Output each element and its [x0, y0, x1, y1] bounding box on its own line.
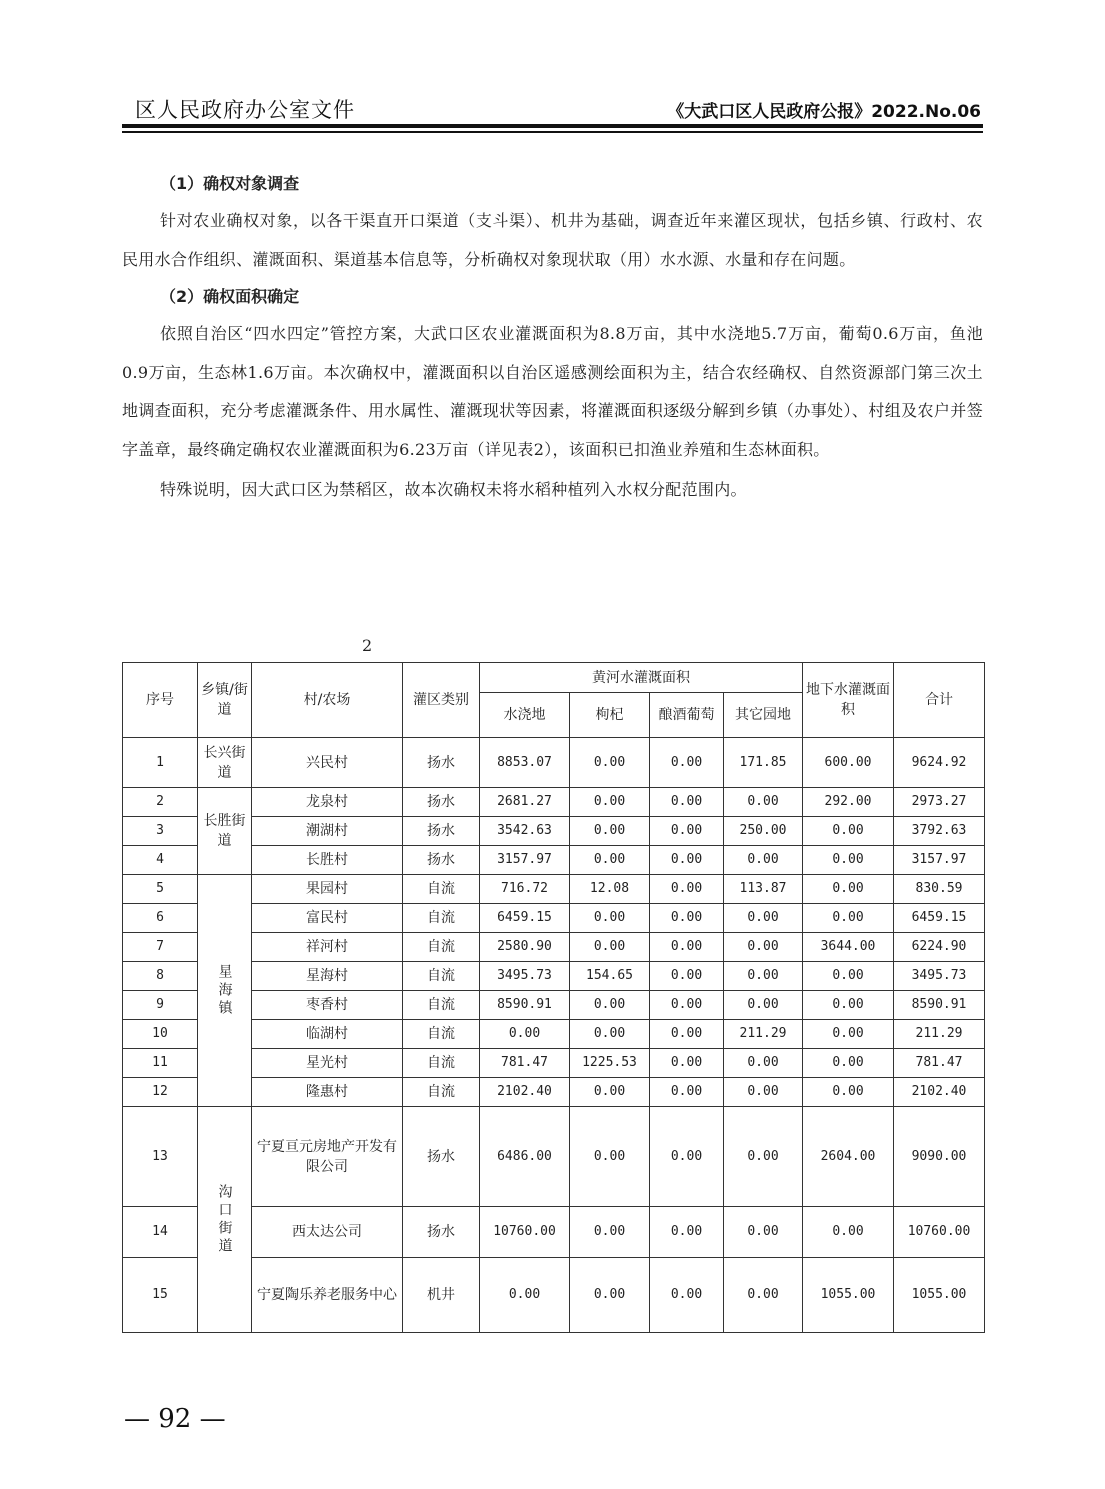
- cell-seq: 13: [123, 1107, 198, 1207]
- cell-goji: 0.00: [570, 788, 650, 817]
- cell-groundwater: 0.00: [803, 846, 894, 875]
- cell-total: 3157.97: [894, 846, 985, 875]
- header-town: 乡镇/街道: [198, 663, 252, 738]
- cell-orchard: 0.00: [724, 962, 803, 991]
- cell-total: 2973.27: [894, 788, 985, 817]
- cell-grape: 0.00: [650, 1207, 724, 1258]
- cell-town: 长兴街道: [198, 738, 252, 788]
- header-other-orchard: 其它园地: [724, 693, 803, 738]
- cell-total: 3495.73: [894, 962, 985, 991]
- table-row: [123, 962, 985, 991]
- page-number: — 92 —: [124, 1404, 226, 1434]
- cell-groundwater: 292.00: [803, 788, 894, 817]
- cell-town: 长胜街道: [198, 788, 252, 875]
- cell-irrigation-type: 自流: [403, 1049, 480, 1078]
- cell-village: 隆惠村: [252, 1078, 403, 1107]
- cell-seq: 7: [123, 933, 198, 962]
- cell-total: 781.47: [894, 1049, 985, 1078]
- cell-total: 8590.91: [894, 991, 985, 1020]
- cell-groundwater: 0.00: [803, 991, 894, 1020]
- cell-irrigated: 10760.00: [480, 1207, 570, 1258]
- cell-orchard: 0.00: [724, 788, 803, 817]
- table-row: [123, 817, 985, 846]
- cell-seq: 8: [123, 962, 198, 991]
- cell-total: 10760.00: [894, 1207, 985, 1258]
- cell-grape: 0.00: [650, 991, 724, 1020]
- table-caption: 2: [362, 636, 373, 655]
- cell-grape: 0.00: [650, 846, 724, 875]
- cell-irrigation-type: 扬水: [403, 1207, 480, 1258]
- cell-goji: 1225.53: [570, 1049, 650, 1078]
- cell-village: 龙泉村: [252, 788, 403, 817]
- cell-irrigated: 3495.73: [480, 962, 570, 991]
- cell-grape: 0.00: [650, 1078, 724, 1107]
- table-row: [123, 875, 985, 904]
- cell-seq: 3: [123, 817, 198, 846]
- cell-goji: 0.00: [570, 1078, 650, 1107]
- cell-irrigation-type: 自流: [403, 962, 480, 991]
- cell-groundwater: 0.00: [803, 875, 894, 904]
- cell-orchard: 0.00: [724, 846, 803, 875]
- cell-groundwater: 3644.00: [803, 933, 894, 962]
- cell-grape: 0.00: [650, 788, 724, 817]
- cell-seq: 10: [123, 1020, 198, 1049]
- cell-town: 星海镇: [198, 875, 252, 1107]
- cell-town: 沟口街道: [198, 1107, 252, 1333]
- cell-irrigation-type: 扬水: [403, 738, 480, 788]
- cell-irrigated: 2580.90: [480, 933, 570, 962]
- header-goji: 枸杞: [570, 693, 650, 738]
- cell-irrigated: 781.47: [480, 1049, 570, 1078]
- section-title: （1）确权对象调查: [160, 174, 300, 193]
- cell-total: 6224.90: [894, 933, 985, 962]
- cell-seq: 11: [123, 1049, 198, 1078]
- cell-seq: 1: [123, 738, 198, 788]
- paragraph: 针对农业确权对象，以各干渠直开口渠道（支斗渠）、机井为基础，调查近年来灌区现状，包括乡镇、行政村、农民用水合作组织、灌溉面积、渠道基本信息等，分析确权对象现状取（用）水水源、水量和存在问题。: [122, 211, 983, 269]
- cell-irrigated: 8590.91: [480, 991, 570, 1020]
- cell-grape: 0.00: [650, 962, 724, 991]
- cell-groundwater: 0.00: [803, 904, 894, 933]
- header-publication-title: 《大武口区人民政府公报》2022.No.06: [667, 102, 981, 122]
- cell-goji: 0.00: [570, 817, 650, 846]
- header-irrigated-land: 水浇地: [480, 693, 570, 738]
- body-content: [122, 166, 983, 510]
- cell-village: 枣香村: [252, 991, 403, 1020]
- cell-groundwater: 600.00: [803, 738, 894, 788]
- cell-village: 宁夏亘元房地产开发有限公司: [252, 1107, 403, 1207]
- cell-irrigation-type: 自流: [403, 904, 480, 933]
- cell-irrigation-type: 扬水: [403, 1107, 480, 1207]
- cell-irrigated: 6459.15: [480, 904, 570, 933]
- header-seq: 序号: [123, 663, 198, 738]
- cell-orchard: 211.29: [724, 1020, 803, 1049]
- cell-irrigation-type: 机井: [403, 1258, 480, 1333]
- cell-goji: 0.00: [570, 738, 650, 788]
- cell-seq: 2: [123, 788, 198, 817]
- header-wine-grape: 酿酒葡萄: [650, 693, 724, 738]
- table-body: [123, 738, 985, 1333]
- table-row: [123, 1078, 985, 1107]
- cell-groundwater: 0.00: [803, 1207, 894, 1258]
- cell-goji: 0.00: [570, 991, 650, 1020]
- table-row: [123, 1020, 985, 1049]
- cell-goji: 0.00: [570, 933, 650, 962]
- section-title: （2）确权面积确定: [160, 287, 300, 306]
- cell-orchard: 0.00: [724, 1049, 803, 1078]
- cell-village: 西太达公司: [252, 1207, 403, 1258]
- cell-goji: 0.00: [570, 904, 650, 933]
- header-rule-thin: [122, 131, 983, 133]
- table-row: [123, 1258, 985, 1333]
- cell-total: 3792.63: [894, 817, 985, 846]
- cell-village: 星海村: [252, 962, 403, 991]
- table-row: [123, 933, 985, 962]
- cell-grape: 0.00: [650, 1107, 724, 1207]
- cell-orchard: 250.00: [724, 817, 803, 846]
- paragraph: 特殊说明，因大武口区为禁稻区，故本次确权未将水稻种植列入水权分配范围内。: [160, 480, 747, 499]
- cell-orchard: 0.00: [724, 933, 803, 962]
- cell-groundwater: 1055.00: [803, 1258, 894, 1333]
- table-row: [123, 846, 985, 875]
- cell-groundwater: 2604.00: [803, 1107, 894, 1207]
- cell-irrigated: 2102.40: [480, 1078, 570, 1107]
- cell-irrigated: 0.00: [480, 1020, 570, 1049]
- cell-grape: 0.00: [650, 1020, 724, 1049]
- header-rule-thick: [122, 124, 983, 128]
- cell-irrigated: 0.00: [480, 1258, 570, 1333]
- cell-irrigated: 8853.07: [480, 738, 570, 788]
- cell-total: 2102.40: [894, 1078, 985, 1107]
- header-document-category: 区人民政府办公室文件: [135, 98, 355, 122]
- cell-seq: 6: [123, 904, 198, 933]
- table-row: [123, 788, 985, 817]
- cell-irrigated: 3542.63: [480, 817, 570, 846]
- header-yellow-river-group: 黄河水灌溉面积: [480, 663, 803, 693]
- cell-orchard: 171.85: [724, 738, 803, 788]
- cell-grape: 0.00: [650, 738, 724, 788]
- cell-grape: 0.00: [650, 1258, 724, 1333]
- cell-total: 9624.92: [894, 738, 985, 788]
- cell-goji: 0.00: [570, 1207, 650, 1258]
- header-groundwater: 地下水灌溉面积: [803, 663, 894, 738]
- cell-irrigated: 716.72: [480, 875, 570, 904]
- cell-village: 果园村: [252, 875, 403, 904]
- cell-orchard: 0.00: [724, 1107, 803, 1207]
- cell-village: 长胜村: [252, 846, 403, 875]
- cell-groundwater: 0.00: [803, 1049, 894, 1078]
- cell-grape: 0.00: [650, 904, 724, 933]
- header-irrigation-type: 灌区类别: [403, 663, 480, 738]
- cell-seq: 5: [123, 875, 198, 904]
- cell-grape: 0.00: [650, 1049, 724, 1078]
- cell-groundwater: 0.00: [803, 1078, 894, 1107]
- cell-village: 星光村: [252, 1049, 403, 1078]
- cell-orchard: 0.00: [724, 904, 803, 933]
- table-row: [123, 991, 985, 1020]
- cell-goji: 0.00: [570, 1020, 650, 1049]
- cell-seq: 9: [123, 991, 198, 1020]
- cell-goji: 154.65: [570, 962, 650, 991]
- cell-seq: 14: [123, 1207, 198, 1258]
- cell-total: 1055.00: [894, 1258, 985, 1333]
- cell-orchard: 0.00: [724, 1078, 803, 1107]
- cell-seq: 4: [123, 846, 198, 875]
- paragraph: 依照自治区“四水四定”管控方案，大武口区农业灌溉面积为8.8万亩，其中水浇地5.7万亩，葡萄0.6万亩，鱼池0.9万亩，生态林1.6万亩。本次确权中，灌溉面积以自治区遥感测绘面积为主，结合农经确权、自然资源部门第三次土地调查面积，充分考虑灌溉条件、用水属性、灌溉现状等因素，将灌溉面积逐级分解到乡镇（办事处）、村组及农户并签字盖章，最终确定确权农业灌溉面积为6.23万亩（详见表2），该面积已扣渔业养殖和生态林面积。: [122, 324, 983, 459]
- table-row: [123, 738, 985, 788]
- cell-irrigation-type: 自流: [403, 1078, 480, 1107]
- table-row: [123, 904, 985, 933]
- cell-irrigation-type: 扬水: [403, 788, 480, 817]
- cell-irrigation-type: 扬水: [403, 817, 480, 846]
- cell-village: 祥河村: [252, 933, 403, 962]
- cell-total: 9090.00: [894, 1107, 985, 1207]
- cell-irrigated: 6486.00: [480, 1107, 570, 1207]
- cell-irrigation-type: 自流: [403, 1020, 480, 1049]
- cell-total: 830.59: [894, 875, 985, 904]
- cell-groundwater: 0.00: [803, 817, 894, 846]
- table-row: [123, 1107, 985, 1207]
- cell-village: 临湖村: [252, 1020, 403, 1049]
- cell-groundwater: 0.00: [803, 962, 894, 991]
- table-row: [123, 1049, 985, 1078]
- cell-goji: 0.00: [570, 1258, 650, 1333]
- cell-irrigation-type: 扬水: [403, 846, 480, 875]
- table-row: [123, 1207, 985, 1258]
- cell-orchard: 0.00: [724, 1207, 803, 1258]
- cell-irrigated: 2681.27: [480, 788, 570, 817]
- cell-seq: 15: [123, 1258, 198, 1333]
- cell-irrigated: 3157.97: [480, 846, 570, 875]
- cell-orchard: 0.00: [724, 991, 803, 1020]
- cell-goji: 0.00: [570, 1107, 650, 1207]
- cell-village: 富民村: [252, 904, 403, 933]
- cell-irrigation-type: 自流: [403, 933, 480, 962]
- cell-goji: 12.08: [570, 875, 650, 904]
- cell-grape: 0.00: [650, 817, 724, 846]
- cell-village: 潮湖村: [252, 817, 403, 846]
- irrigation-area-table: [122, 662, 985, 1333]
- cell-orchard: 0.00: [724, 1258, 803, 1333]
- cell-irrigation-type: 自流: [403, 875, 480, 904]
- cell-grape: 0.00: [650, 933, 724, 962]
- header-village: 村/农场: [252, 663, 403, 738]
- cell-total: 6459.15: [894, 904, 985, 933]
- header-total: 合计: [894, 663, 985, 738]
- cell-total: 211.29: [894, 1020, 985, 1049]
- cell-village: 兴民村: [252, 738, 403, 788]
- cell-goji: 0.00: [570, 846, 650, 875]
- cell-groundwater: 0.00: [803, 1020, 894, 1049]
- cell-seq: 12: [123, 1078, 198, 1107]
- cell-irrigation-type: 自流: [403, 991, 480, 1020]
- cell-orchard: 113.87: [724, 875, 803, 904]
- cell-village: 宁夏陶乐养老服务中心: [252, 1258, 403, 1333]
- cell-grape: 0.00: [650, 875, 724, 904]
